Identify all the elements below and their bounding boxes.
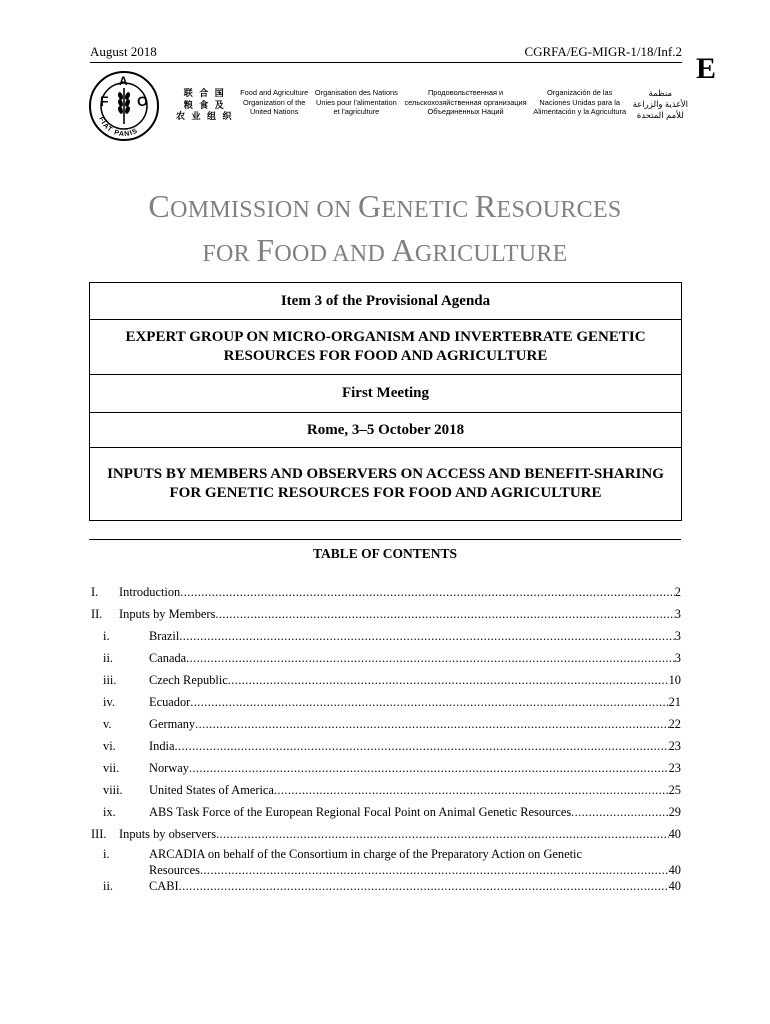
toc-leader-dots bbox=[228, 672, 669, 688]
toc-entry-title: India bbox=[149, 739, 175, 753]
small-caps-rest: FOR bbox=[202, 241, 257, 267]
toc-leader-dots bbox=[186, 650, 675, 666]
toc-entry-number: ii. bbox=[103, 651, 113, 665]
toc-entry-page: 2 bbox=[674, 585, 681, 599]
toc-entry-page: 3 bbox=[674, 607, 681, 621]
toc-entry-number: III. bbox=[91, 827, 107, 841]
toc-leader-dots bbox=[179, 628, 675, 644]
toc-entry-page: 3 bbox=[674, 629, 681, 643]
toc-entry-title: Inputs by Members bbox=[119, 607, 216, 621]
toc-entry-title: CABI bbox=[149, 879, 179, 893]
commission-title-line-1 bbox=[0, 186, 770, 230]
small-caps-rest: OOD AND bbox=[274, 241, 392, 267]
small-caps-initial: F bbox=[256, 232, 275, 268]
toc-entry-page: 29 bbox=[668, 805, 681, 819]
toc-entry-page: 40 bbox=[668, 827, 681, 841]
toc-entry-title: Norway bbox=[149, 761, 189, 775]
org-name-chinese: 联 合 国 粮 食 及 农 业 组 织 bbox=[176, 88, 234, 122]
org-name-spanish: Organización de las Naciones Unidas para la Alimentación y la Agricultura bbox=[533, 88, 627, 117]
toc-entry-title: Inputs by observers bbox=[119, 827, 217, 841]
toc-entry-number: i. bbox=[103, 847, 110, 861]
toc-entry-number: i. bbox=[103, 629, 110, 643]
toc-entry-title: Brazil bbox=[149, 629, 180, 643]
toc-leader-dots bbox=[174, 738, 668, 754]
toc-entry-number: ix. bbox=[103, 805, 116, 819]
toc-entry[interactable] bbox=[91, 672, 681, 688]
toc-leader-dots bbox=[571, 804, 668, 820]
fao-emblem-icon bbox=[88, 70, 160, 142]
toc-entry-number: v. bbox=[103, 717, 112, 731]
toc-entry-page: 21 bbox=[668, 695, 681, 709]
toc-entry[interactable] bbox=[91, 606, 681, 622]
small-caps-initial: R bbox=[474, 188, 497, 224]
toc-leader-dots bbox=[215, 606, 674, 622]
toc-leader-dots bbox=[190, 694, 668, 710]
toc-entry-title: Ecuador bbox=[149, 695, 191, 709]
toc-entry-number: iv. bbox=[103, 695, 115, 709]
logo-motto: FIAT PANIS bbox=[97, 115, 140, 139]
agenda-item: Item 3 of the Provisional Agenda bbox=[90, 283, 681, 320]
org-name-arabic: منظمة الأغذية والزراعة للأمم المتحدة bbox=[632, 88, 688, 121]
toc-leader-dots bbox=[180, 584, 675, 600]
toc-entry[interactable] bbox=[91, 878, 681, 894]
toc-leader-dots bbox=[274, 782, 669, 798]
toc-entry-page: 3 bbox=[674, 651, 681, 665]
logo-letter-a: A bbox=[119, 74, 128, 88]
logo-letter-o: O bbox=[137, 93, 148, 109]
small-caps-rest: ENETIC bbox=[381, 197, 475, 223]
toc-entry-title: ARCADIA on behalf of the Consortium in charge of the Preparatory Action on Genetic bbox=[149, 847, 582, 861]
commission-title bbox=[0, 186, 770, 274]
agenda-box bbox=[89, 282, 682, 521]
toc-entry[interactable] bbox=[91, 782, 681, 798]
toc-entry-number: iii. bbox=[103, 673, 117, 687]
toc-entry-title: Germany bbox=[149, 717, 196, 731]
toc-entry[interactable] bbox=[91, 694, 681, 710]
expert-group-title: EXPERT GROUP ON MICRO-ORGANISM AND INVERTEBRATE GENETIC RESOURCES FOR FOOD AND AGRICULTURE bbox=[90, 320, 681, 375]
toc-entry[interactable] bbox=[91, 650, 681, 666]
toc-entry-page: 23 bbox=[668, 761, 681, 775]
toc-entry-page: 23 bbox=[668, 739, 681, 753]
logo-letter-f: F bbox=[100, 93, 109, 109]
toc-leader-dots bbox=[195, 716, 669, 732]
org-name-english: Food and Agriculture Organization of the United Nations bbox=[240, 88, 309, 117]
toc-entry[interactable] bbox=[91, 628, 681, 644]
toc-entry-title: Canada bbox=[149, 651, 187, 665]
toc-entry[interactable] bbox=[91, 716, 681, 732]
header-rule bbox=[90, 62, 682, 63]
org-name-russian: Продовольственная и сельскохозяйственная организация Объединенных Наций bbox=[404, 88, 527, 117]
toc-entry-page: 40 bbox=[668, 879, 681, 893]
toc-leader-dots bbox=[216, 826, 669, 842]
toc-entry-title: ABS Task Force of the European Regional Focal Point on Animal Genetic Resources bbox=[149, 805, 572, 819]
small-caps-initial: A bbox=[391, 232, 415, 268]
toc-entry-number: I. bbox=[91, 585, 99, 599]
meeting-number: First Meeting bbox=[90, 375, 681, 413]
toc-leader-dots bbox=[200, 862, 669, 878]
toc-entry-number: ii. bbox=[103, 879, 113, 893]
meeting-place-date: Rome, 3–5 October 2018 bbox=[90, 413, 681, 448]
toc-entry-number: vi. bbox=[103, 739, 116, 753]
toc-entry[interactable] bbox=[91, 738, 681, 754]
toc-entry[interactable] bbox=[91, 760, 681, 776]
toc-entry-title: Introduction bbox=[119, 585, 181, 599]
document-date: August 2018 bbox=[90, 44, 157, 59]
small-caps-rest: OMMISSION ON bbox=[170, 197, 358, 223]
toc-entry-page: 25 bbox=[668, 783, 681, 797]
small-caps-initial: C bbox=[148, 188, 171, 224]
toc-heading: TABLE OF CONTENTS bbox=[312, 546, 458, 561]
toc-entry[interactable] bbox=[91, 826, 681, 842]
document-reference: CGRFA/EG-MIGR-1/18/Inf.2 bbox=[524, 44, 682, 59]
small-caps-rest: GRICULTURE bbox=[414, 241, 568, 267]
toc-rule bbox=[89, 539, 681, 540]
toc-entry-number: viii. bbox=[103, 783, 123, 797]
toc-entry[interactable] bbox=[91, 804, 681, 820]
language-code: E bbox=[695, 52, 716, 85]
small-caps-initial: G bbox=[357, 188, 382, 224]
toc-entry[interactable] bbox=[91, 584, 681, 600]
toc-entry-title: Czech Republic bbox=[149, 673, 228, 687]
toc-entry-title-continued: Resources bbox=[149, 863, 200, 877]
toc-entry-page: 40 bbox=[668, 863, 681, 877]
toc-entry-number: II. bbox=[91, 607, 103, 621]
document-title: INPUTS BY MEMBERS AND OBSERVERS ON ACCESS AND BENEFIT-SHARING FOR GENETIC RESOURCES FOR FOOD AND AGRICULTURE bbox=[107, 466, 664, 501]
toc-leader-dots bbox=[189, 760, 669, 776]
toc-entry-page: 10 bbox=[668, 673, 681, 687]
small-caps-rest: ESOURCES bbox=[496, 197, 622, 223]
toc-entry-number: vii. bbox=[103, 761, 120, 775]
toc-entry-page: 22 bbox=[668, 717, 681, 731]
organization-names bbox=[176, 88, 688, 123]
org-name-french: Organisation des Nations Unies pour l'alimentation et l'agriculture bbox=[314, 88, 398, 117]
toc-entry-title: United States of America bbox=[149, 783, 274, 797]
toc-leader-dots bbox=[179, 878, 669, 894]
commission-title-line-2 bbox=[0, 230, 770, 274]
